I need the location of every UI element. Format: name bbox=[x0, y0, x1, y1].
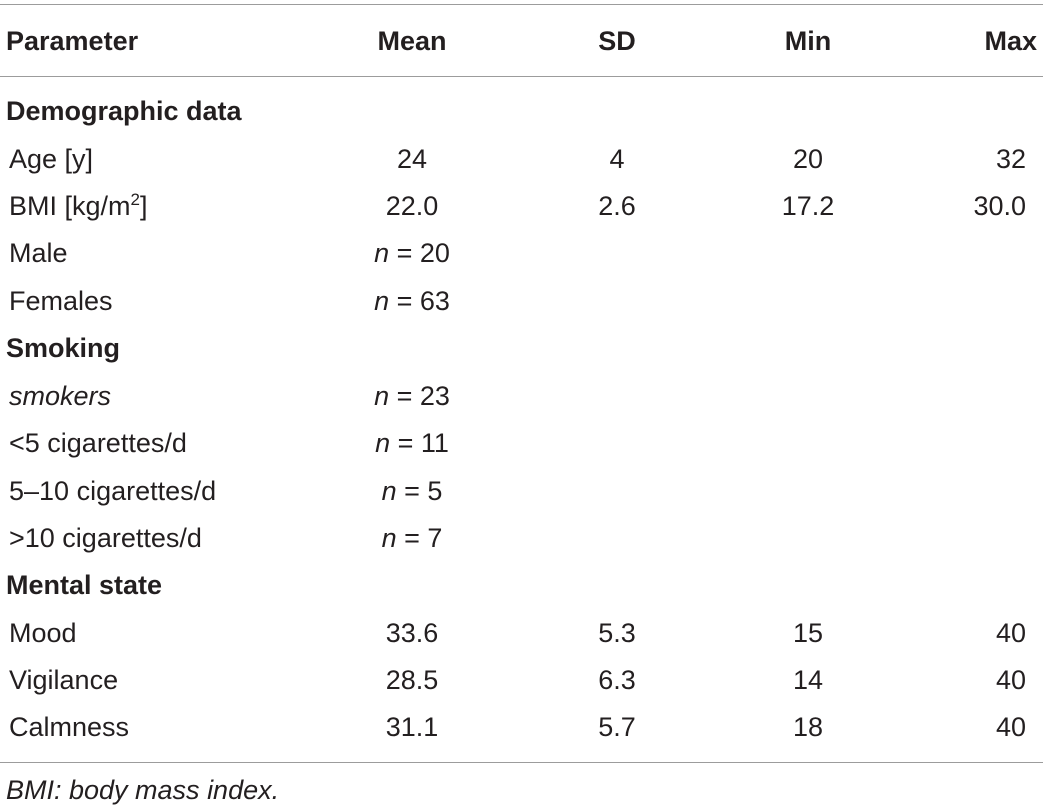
n-value: = 23 bbox=[389, 381, 450, 411]
n-symbol: n bbox=[375, 428, 391, 458]
row-label: 5–10 cigarettes/d bbox=[9, 476, 217, 506]
bottom-rule bbox=[0, 762, 1043, 763]
row-label: >10 cigarettes/d bbox=[9, 523, 202, 553]
row-label: Male bbox=[9, 238, 68, 268]
row-label: Females bbox=[9, 286, 113, 316]
table-row-bmi bbox=[0, 184, 1043, 228]
header-mean: Mean bbox=[377, 26, 447, 56]
cell-mean: 28.5 bbox=[385, 665, 439, 695]
row-label-superscript: 2 bbox=[130, 190, 140, 209]
table-row-vigilance bbox=[0, 658, 1043, 702]
section-mental-state bbox=[0, 563, 1043, 607]
row-label-suffix: ] bbox=[139, 191, 148, 221]
row-label: Calmness bbox=[9, 712, 130, 742]
row-label: <5 cigarettes/d bbox=[9, 428, 187, 458]
section-title: Smoking bbox=[6, 333, 121, 363]
section-title: Demographic data bbox=[6, 96, 242, 126]
header-min: Min bbox=[784, 26, 832, 56]
cell-sd: 2.6 bbox=[598, 191, 636, 221]
cell-max: 40 bbox=[995, 665, 1026, 695]
cell-count bbox=[374, 374, 450, 418]
n-value: = 20 bbox=[389, 238, 450, 268]
table-row-females bbox=[0, 279, 1043, 323]
n-value: = 7 bbox=[396, 523, 443, 553]
cell-mean: 24 bbox=[396, 144, 428, 174]
table-header-row bbox=[0, 19, 1043, 63]
table-row-under-5-cigarettes bbox=[0, 421, 1043, 465]
cell-max: 32 bbox=[995, 144, 1026, 174]
row-label-text: BMI [kg/m bbox=[9, 191, 131, 221]
table-row-age bbox=[0, 137, 1043, 181]
cell-mean: 33.6 bbox=[385, 618, 439, 648]
table-row-smokers bbox=[0, 374, 1043, 418]
n-symbol: n bbox=[381, 523, 397, 553]
cell-max: 30.0 bbox=[973, 191, 1026, 221]
top-rule bbox=[0, 4, 1043, 5]
cell-count bbox=[375, 421, 449, 465]
n-symbol: n bbox=[381, 476, 397, 506]
n-symbol: n bbox=[374, 238, 390, 268]
table-footnote: BMI: body mass index. bbox=[6, 775, 280, 805]
cell-min: 14 bbox=[792, 665, 824, 695]
header-max: Max bbox=[984, 26, 1037, 56]
table-row-calmness bbox=[0, 705, 1043, 749]
cell-max: 40 bbox=[995, 618, 1026, 648]
table-row-male bbox=[0, 231, 1043, 275]
row-label: Age [y] bbox=[9, 144, 94, 174]
cell-count bbox=[382, 469, 443, 513]
n-value: = 11 bbox=[390, 428, 449, 458]
cell-count bbox=[374, 279, 450, 323]
cell-count bbox=[374, 231, 450, 275]
row-label: Mood bbox=[9, 618, 77, 648]
row-label: Vigilance bbox=[9, 665, 119, 695]
cell-min: 18 bbox=[792, 712, 824, 742]
n-symbol: n bbox=[374, 381, 390, 411]
section-title: Mental state bbox=[6, 570, 163, 600]
table-row-mood bbox=[0, 611, 1043, 655]
cell-max: 40 bbox=[995, 712, 1026, 742]
section-smoking bbox=[0, 326, 1043, 370]
row-label bbox=[9, 184, 148, 228]
cell-min: 15 bbox=[792, 618, 824, 648]
row-label: smokers bbox=[9, 381, 112, 411]
cell-mean: 31.1 bbox=[385, 712, 439, 742]
n-value: = 63 bbox=[389, 286, 450, 316]
table-row-5-10-cigarettes bbox=[0, 469, 1043, 513]
n-symbol: n bbox=[374, 286, 390, 316]
cell-count bbox=[382, 516, 443, 560]
cell-sd: 6.3 bbox=[598, 665, 636, 695]
cell-sd: 4 bbox=[609, 144, 625, 174]
section-demographic-data bbox=[0, 89, 1043, 133]
cell-mean: 22.0 bbox=[385, 191, 439, 221]
cell-min: 20 bbox=[792, 144, 824, 174]
n-value: = 5 bbox=[396, 476, 443, 506]
table-row-over-10-cigarettes bbox=[0, 516, 1043, 560]
header-parameter: Parameter bbox=[6, 26, 139, 56]
cell-sd: 5.7 bbox=[598, 712, 636, 742]
header-sd: SD bbox=[598, 26, 636, 56]
cell-min: 17.2 bbox=[781, 191, 835, 221]
cell-sd: 5.3 bbox=[598, 618, 636, 648]
header-rule bbox=[0, 76, 1043, 77]
